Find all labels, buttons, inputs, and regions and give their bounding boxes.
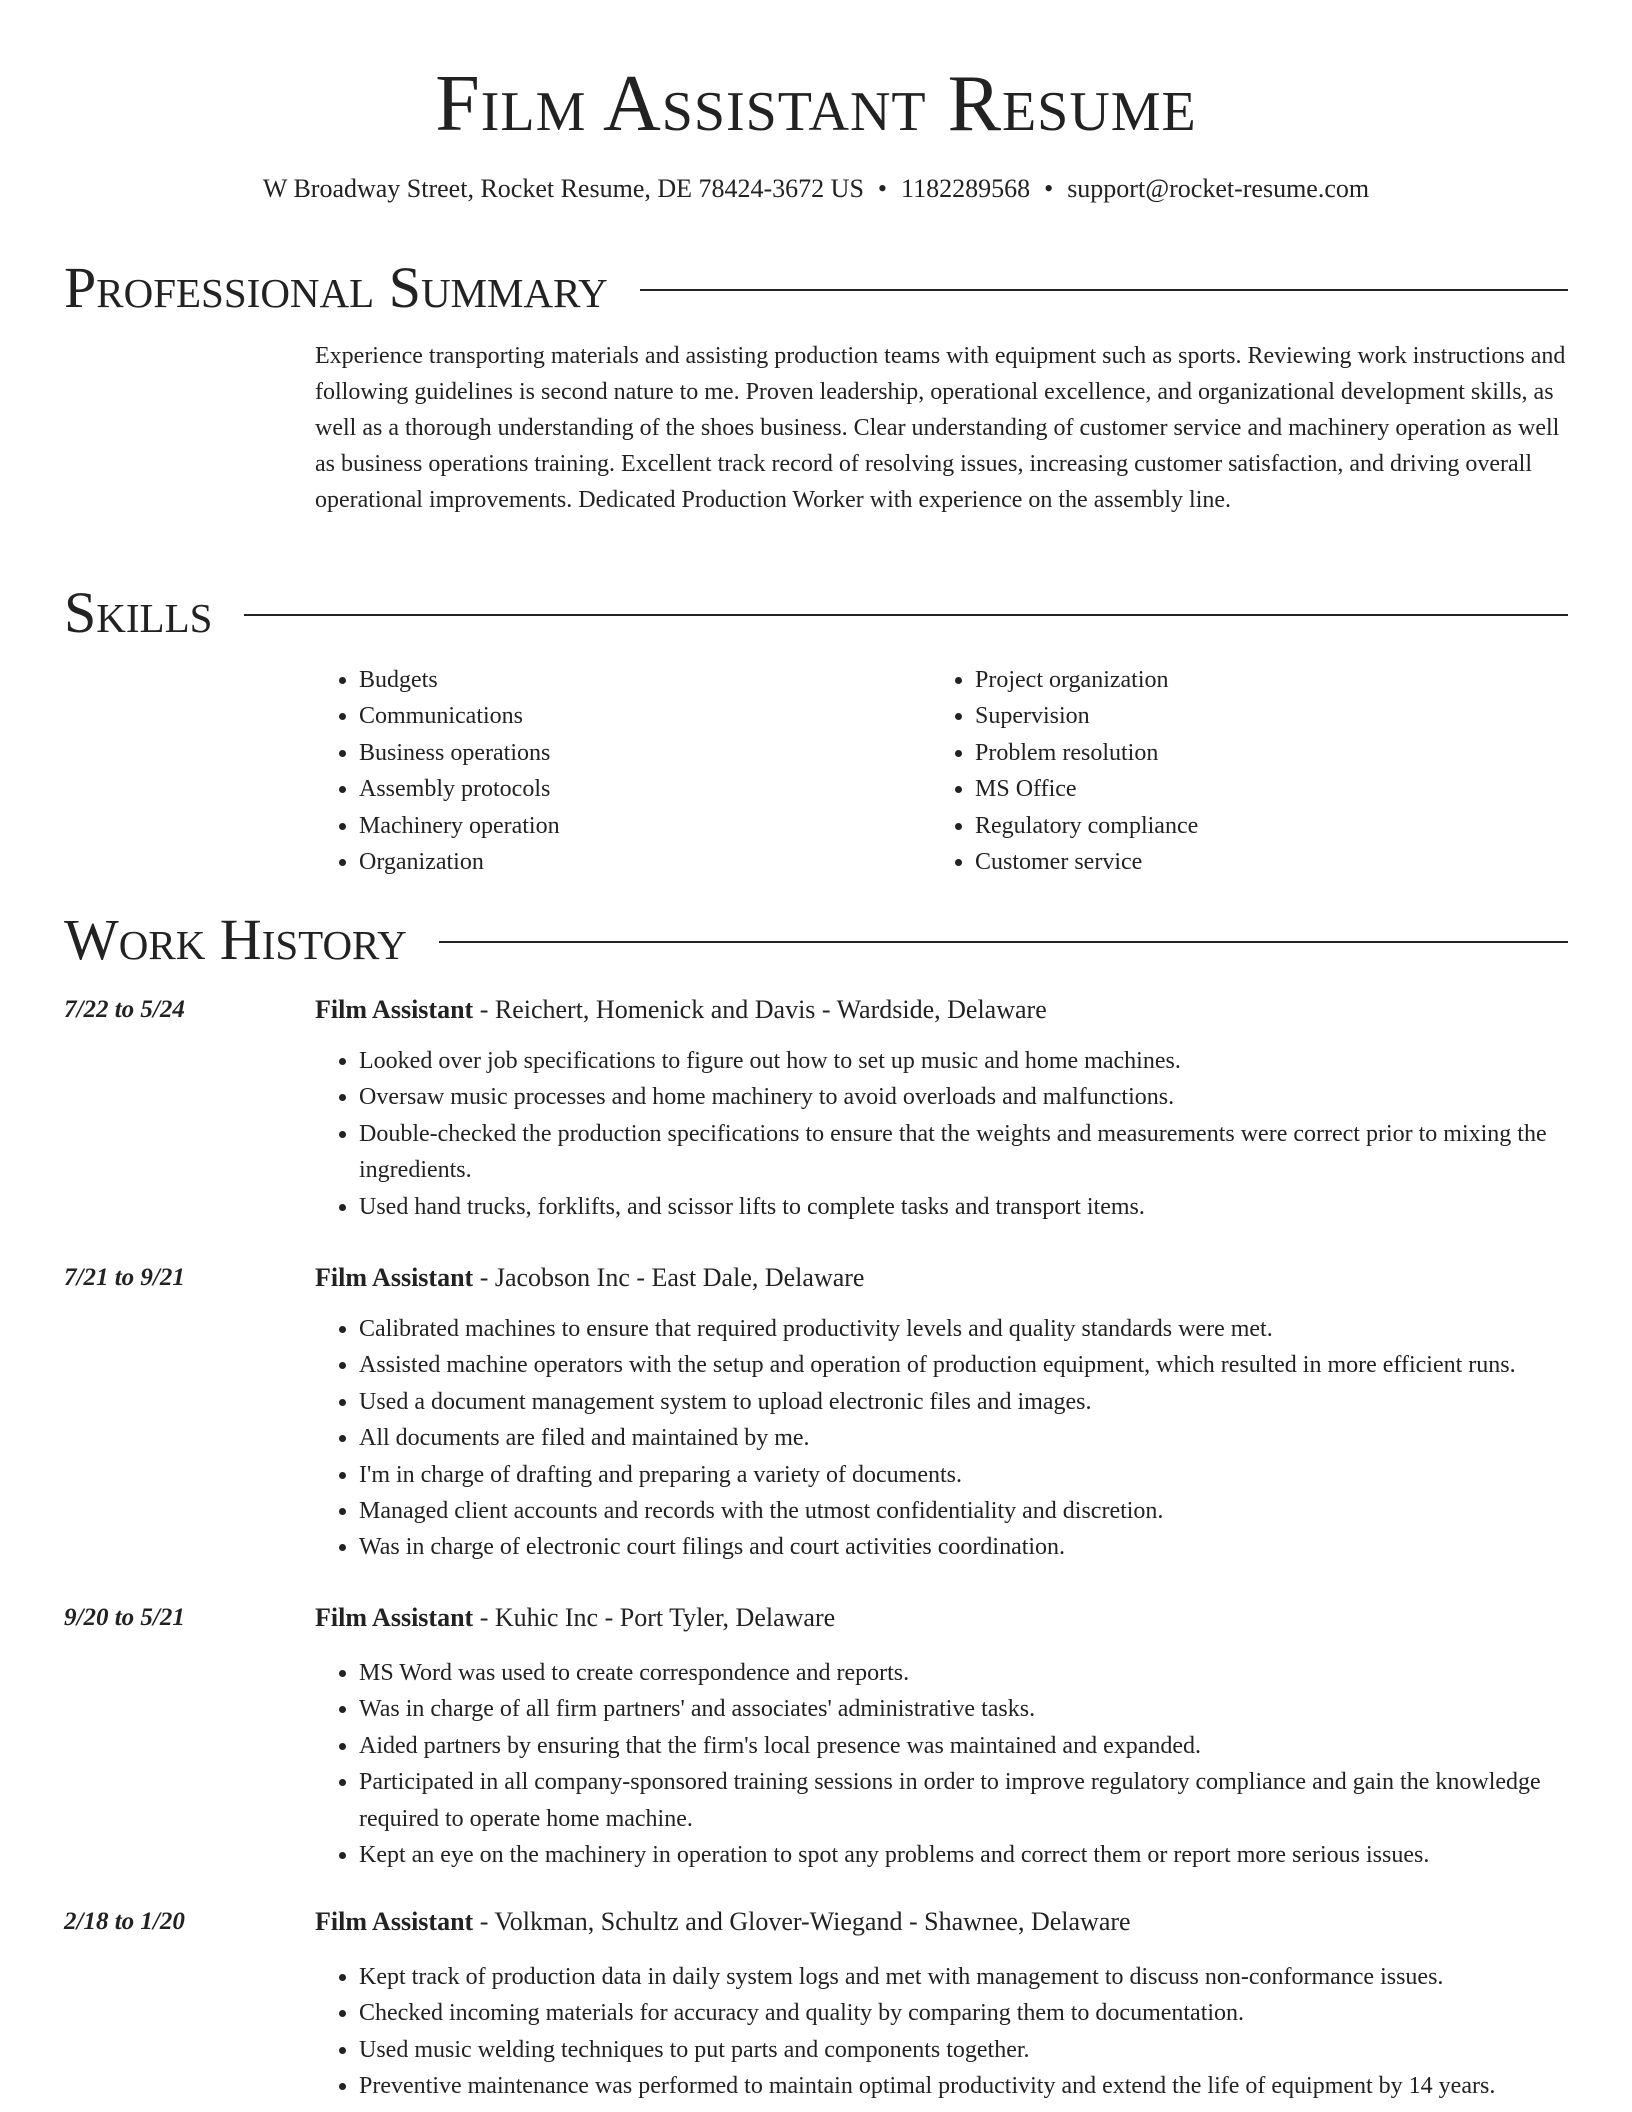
job-bullet: • Calibrated machines to ensure that required productivity levels and quality standards were met. xyxy=(359,1311,1570,1347)
skill-item: • Machinery operation xyxy=(359,808,560,844)
skill-item: • Communications xyxy=(359,698,560,734)
skill-item: • MS Office xyxy=(975,771,1198,807)
job-dates: 2/18 to 1/20 xyxy=(64,1908,185,1935)
job-bullet: • All documents are filed and maintained by me. xyxy=(359,1420,1570,1456)
skills-list-left xyxy=(315,662,560,880)
section-header-work xyxy=(64,907,1568,972)
job-employer: - Jacobson Inc - East Dale, Delaware xyxy=(473,1263,865,1292)
job-bullet: • Managed client accounts and records with the utmost confidentiality and discretion. xyxy=(359,1493,1570,1529)
skill-item: • Project organization xyxy=(975,662,1198,698)
job-bullet: • Was in charge of electronic court filings and court activities coordination. xyxy=(359,1529,1570,1565)
contact-line xyxy=(0,172,1632,206)
contact-email[interactable]: support@rocket-resume.com xyxy=(1067,174,1370,203)
job-role: Film Assistant xyxy=(315,995,474,1024)
skill-item: • Regulatory compliance xyxy=(975,808,1198,844)
contact-separator: • xyxy=(877,174,888,203)
contact-address: W Broadway Street, Rocket Resume, DE 78424-3672 US xyxy=(262,174,864,203)
job-bullet: • Oversaw music processes and home machinery to avoid overloads and malfunctions. xyxy=(359,1079,1570,1115)
job-bullet: • Double-checked the production specifications to ensure that the weights and measurements were correct prior to mixing the ingredients. xyxy=(359,1116,1570,1189)
job-role: Film Assistant xyxy=(315,1263,474,1292)
skill-item: • Budgets xyxy=(359,662,560,698)
job-bullet: • Participated in all company-sponsored training sessions in order to improve regulatory compliance and gain the knowledge required to operate home machine. xyxy=(359,1764,1570,1837)
job-bullet: • Was in charge of all firm partners' and associates' administrative tasks. xyxy=(359,1691,1570,1727)
skill-item: • Assembly protocols xyxy=(359,771,560,807)
section-title-summary: Professional Summary xyxy=(64,255,608,320)
job-bullet: • Assisted machine operators with the setup and operation of production equipment, which resulted in more efficient runs. xyxy=(359,1347,1570,1383)
job-bullet: • Used music welding techniques to put parts and components together. xyxy=(359,2032,1570,2068)
skill-item: • Organization xyxy=(359,844,560,880)
job-bullet: • Checked incoming materials for accuracy and quality by comparing them to documentation. xyxy=(359,1995,1570,2031)
job-role: Film Assistant xyxy=(315,1603,474,1632)
job-dates: 7/22 to 5/24 xyxy=(64,996,185,1023)
job-title-line xyxy=(315,993,1047,1027)
job-bullet-list xyxy=(315,1043,1570,1225)
section-header-skills xyxy=(64,580,1568,645)
job-bullet: • Preventive maintenance was performed to maintain optimal productivity and extend the life of equipment by 14 years. xyxy=(359,2068,1570,2104)
job-bullet-list xyxy=(315,1311,1570,1566)
job-bullet: • Looked over job specifications to figure out how to set up music and home machines. xyxy=(359,1043,1570,1079)
job-bullet-list xyxy=(315,1959,1570,2105)
job-bullet: • Aided partners by ensuring that the firm's local presence was maintained and expanded. xyxy=(359,1728,1570,1764)
section-divider xyxy=(244,614,1568,616)
summary-text: Experience transporting materials and assisting production teams with equipment such as sports. Reviewing work instructions and following guidelines is second nature to me. Proven leadership, operational excellence, and organizational development skills, as well as a thorough understanding of the shoes business. Clear understanding of customer service and machinery operation as well as business operations training. Excellent track record of resolving issues, increasing customer satisfaction, and driving overall operational improvements. Dedicated Production Worker with experience on the assembly line. xyxy=(315,343,1566,513)
job-bullet: • Kept track of production data in daily system logs and met with management to discuss non-conformance issues. xyxy=(359,1959,1570,1995)
job-dates: 7/21 to 9/21 xyxy=(64,1264,185,1291)
job-title-line xyxy=(315,1261,864,1295)
skills-list-right xyxy=(931,662,1198,880)
section-divider xyxy=(640,289,1568,291)
section-divider xyxy=(439,941,1568,943)
job-role: Film Assistant xyxy=(315,1907,474,1936)
job-bullet: • Used hand trucks, forklifts, and scissor lifts to complete tasks and transport items. xyxy=(359,1189,1570,1225)
section-header-summary xyxy=(64,255,1568,320)
job-title-line xyxy=(315,1601,835,1635)
job-employer: - Volkman, Schultz and Glover-Wiegand - Shawnee, Delaware xyxy=(473,1907,1131,1936)
section-title-skills: Skills xyxy=(64,580,213,645)
job-dates: 9/20 to 5/21 xyxy=(64,1604,185,1631)
skill-item: • Customer service xyxy=(975,844,1198,880)
section-title-work: Work History xyxy=(64,907,407,972)
skill-item: • Problem resolution xyxy=(975,735,1198,771)
job-title-line xyxy=(315,1905,1131,1939)
skill-item: • Business operations xyxy=(359,735,560,771)
job-employer: - Reichert, Homenick and Davis - Wardside, Delaware xyxy=(473,995,1047,1024)
job-bullet: • MS Word was used to create correspondence and reports. xyxy=(359,1655,1570,1691)
skill-item: • Supervision xyxy=(975,698,1198,734)
job-bullet: • Used a document management system to upload electronic files and images. xyxy=(359,1384,1570,1420)
contact-phone: 1182289568 xyxy=(901,174,1031,203)
contact-separator: • xyxy=(1044,174,1054,203)
job-bullet: • Kept an eye on the machinery in operation to spot any problems and correct them or report more serious issues. xyxy=(359,1837,1570,1873)
job-bullet-list xyxy=(315,1655,1570,1873)
resume-title: Film Assistant Resume xyxy=(435,60,1197,148)
job-employer: - Kuhic Inc - Port Tyler, Delaware xyxy=(473,1603,836,1632)
job-bullet: • I'm in charge of drafting and preparing a variety of documents. xyxy=(359,1457,1570,1493)
